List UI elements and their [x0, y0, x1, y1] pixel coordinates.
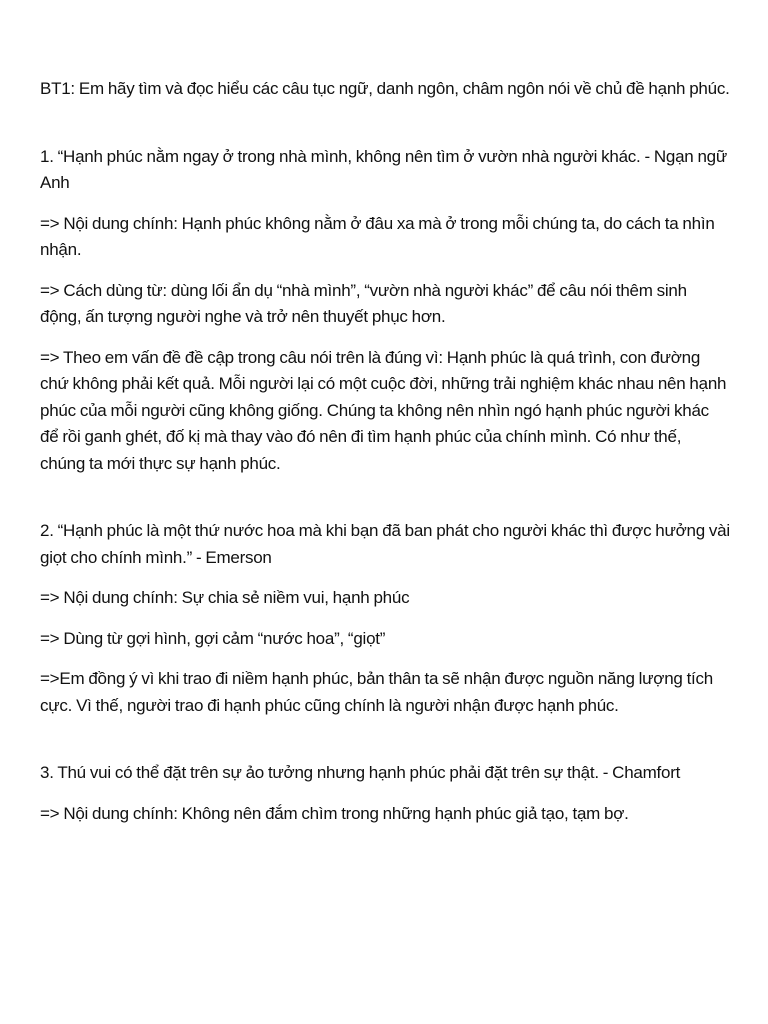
main-idea: => Nội dung chính: Không nên đắm chìm trong những hạnh phúc giả tạo, tạm bợ.: [40, 803, 629, 823]
opinion: => Theo em vấn đề đề cập trong câu nói trên là đúng vì: Hạnh phúc là quá trình, con đường chứ không phải kết quả. Mỗi người lại có một cuộc đời, những trải nghiệm khác nhau nên hạnh phúc của mỗi người cũng không giống. Chúng ta không nên nhìn ngó hạnh phúc người khác để rồi ganh ghét, đố kị mà thay vào đó nên đi tìm hạnh phúc của chính mình. Có như thế, chúng ta mới thực sự hạnh phúc.: [40, 347, 727, 473]
document-page: [40, 76, 730, 827]
quote-text: 3. Thú vui có thể đặt trên sự ảo tưởng nhưng hạnh phúc phải đặt trên sự thật. - Chamfort: [40, 763, 681, 782]
main-idea: => Nội dung chính: Sự chia sẻ niềm vui, hạnh phúc: [40, 588, 410, 607]
quote-text: 1. “Hạnh phúc nằm ngay ở trong nhà mình, không nên tìm ở vườn nhà người khác. - Ngạn ngữ Anh: [40, 146, 728, 192]
quote-section-3: [40, 760, 730, 827]
main-idea: => Nội dung chính: Hạnh phúc không nằm ở đâu xa mà ở trong mỗi chúng ta, do cách ta nhìn nhận.: [40, 213, 715, 259]
word-usage: => Dùng từ gợi hình, gợi cảm “nước hoa”, “giọt”: [40, 628, 386, 648]
exercise-heading: BT1: Em hãy tìm và đọc hiểu các câu tục ngữ, danh ngôn, châm ngôn nói về chủ đề hạnh phúc.: [40, 79, 730, 98]
quote-text: 2. “Hạnh phúc là một thứ nước hoa mà khi bạn đã ban phát cho người khác thì được hưởng vài giọt cho chính mình.” - Emerson: [40, 521, 730, 567]
quote-section-1: [40, 144, 730, 478]
opinion: =>Em đồng ý vì khi trao đi niềm hạnh phúc, bản thân ta sẽ nhận được nguồn năng lượng tích cực. Vì thế, người trao đi hạnh phúc cũng chính là người nhận được hạnh phúc.: [40, 669, 713, 715]
word-usage: => Cách dùng từ: dùng lối ẩn dụ “nhà mình”, “vườn nhà người khác” để câu nói thêm sinh động, ấn tượng người nghe và trở nên thuyết phục hơn.: [40, 280, 687, 326]
quote-section-2: [40, 518, 730, 719]
